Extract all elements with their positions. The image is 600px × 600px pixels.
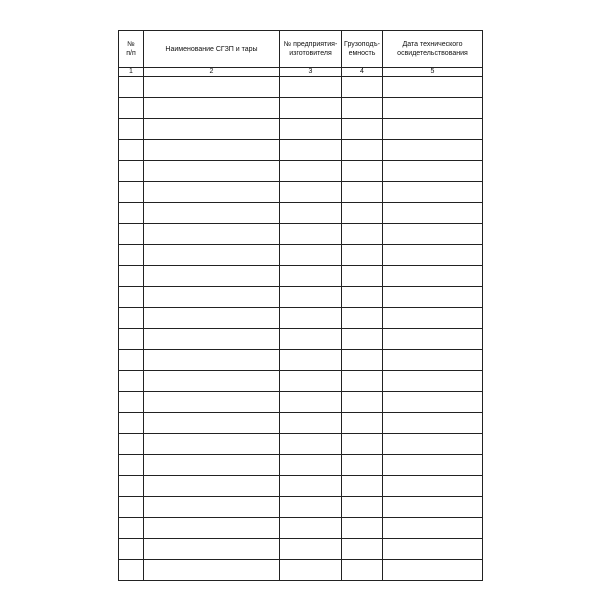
table-cell <box>342 224 383 245</box>
table-cell <box>383 476 483 497</box>
column-number: 5 <box>383 68 483 77</box>
table-cell <box>383 245 483 266</box>
table-cell <box>119 560 144 581</box>
table-cell <box>342 371 383 392</box>
table-cell <box>342 539 383 560</box>
column-number: 1 <box>119 68 144 77</box>
table-cell <box>280 119 342 140</box>
table-cell <box>144 161 280 182</box>
table-cell <box>342 119 383 140</box>
table-cell <box>342 140 383 161</box>
table-cell <box>342 245 383 266</box>
table-cell <box>119 77 144 98</box>
table-cell <box>280 98 342 119</box>
table-cell <box>383 455 483 476</box>
table-cell <box>280 308 342 329</box>
table-cell <box>280 350 342 371</box>
table-cell <box>119 182 144 203</box>
table-cell <box>144 560 280 581</box>
table-cell <box>119 371 144 392</box>
table-cell <box>342 329 383 350</box>
table-cell <box>144 98 280 119</box>
table-cell <box>280 455 342 476</box>
table-cell <box>119 539 144 560</box>
table-row <box>119 392 483 413</box>
table-cell <box>383 119 483 140</box>
table-cell <box>342 287 383 308</box>
table-cell <box>342 350 383 371</box>
table-cell <box>383 308 483 329</box>
table-cell <box>342 560 383 581</box>
table-cell <box>144 392 280 413</box>
table-cell <box>144 539 280 560</box>
table-cell <box>342 182 383 203</box>
table-cell <box>119 434 144 455</box>
table-cell <box>280 413 342 434</box>
table-cell <box>144 182 280 203</box>
table-cell <box>280 497 342 518</box>
table-cell <box>144 518 280 539</box>
table-cell <box>280 224 342 245</box>
table-row <box>119 497 483 518</box>
table-cell <box>144 224 280 245</box>
table-cell <box>383 539 483 560</box>
table-body <box>119 77 483 581</box>
table-cell <box>383 98 483 119</box>
table-cell <box>119 203 144 224</box>
table-cell <box>144 245 280 266</box>
table-row <box>119 119 483 140</box>
table-cell <box>144 287 280 308</box>
column-number: 2 <box>144 68 280 77</box>
table-cell <box>342 308 383 329</box>
table-cell <box>119 476 144 497</box>
table-cell <box>383 140 483 161</box>
table-cell <box>383 161 483 182</box>
table-cell <box>280 476 342 497</box>
table-row <box>119 224 483 245</box>
table-cell <box>342 497 383 518</box>
table-cell <box>383 203 483 224</box>
table-cell <box>383 560 483 581</box>
registry-table <box>118 30 483 581</box>
column-number: 3 <box>280 68 342 77</box>
table-cell <box>342 203 383 224</box>
table-cell <box>144 77 280 98</box>
table-cell <box>342 518 383 539</box>
table-cell <box>383 350 483 371</box>
table-cell <box>144 476 280 497</box>
table-cell <box>144 497 280 518</box>
table-cell <box>280 560 342 581</box>
table-row <box>119 329 483 350</box>
table-cell <box>144 266 280 287</box>
table-cell <box>280 392 342 413</box>
table-cell <box>383 518 483 539</box>
table-cell <box>119 392 144 413</box>
table-cell <box>119 245 144 266</box>
table-cell <box>383 371 483 392</box>
table-cell <box>342 434 383 455</box>
table-cell <box>280 287 342 308</box>
table-cell <box>119 518 144 539</box>
table-cell <box>119 350 144 371</box>
table-cell <box>119 161 144 182</box>
table-cell <box>119 329 144 350</box>
table-cell <box>144 308 280 329</box>
table-row <box>119 518 483 539</box>
table-cell <box>280 371 342 392</box>
column-number: 4 <box>342 68 383 77</box>
table-cell <box>144 371 280 392</box>
header-cell-name: Наименование СГЗП и тары <box>144 31 280 68</box>
table-cell <box>383 434 483 455</box>
table-row <box>119 245 483 266</box>
table-row <box>119 182 483 203</box>
table-cell <box>119 455 144 476</box>
table-cell <box>342 161 383 182</box>
table-row <box>119 308 483 329</box>
table-cell <box>280 266 342 287</box>
table-cell <box>119 413 144 434</box>
table-row <box>119 203 483 224</box>
table-cell <box>342 476 383 497</box>
header-cell-number: № п/п <box>119 31 144 68</box>
table-cell <box>280 77 342 98</box>
table-cell <box>342 413 383 434</box>
table-cell <box>280 245 342 266</box>
table-row <box>119 413 483 434</box>
table-row <box>119 371 483 392</box>
table-cell <box>119 224 144 245</box>
table-cell <box>144 119 280 140</box>
table-cell <box>144 203 280 224</box>
table-cell <box>342 455 383 476</box>
table-row <box>119 434 483 455</box>
table-cell <box>383 287 483 308</box>
table-cell <box>342 98 383 119</box>
table-cell <box>383 266 483 287</box>
table-cell <box>383 224 483 245</box>
table-cell <box>280 518 342 539</box>
table-cell <box>280 140 342 161</box>
table-row <box>119 287 483 308</box>
table-cell <box>119 497 144 518</box>
table-row <box>119 140 483 161</box>
table-cell <box>342 266 383 287</box>
table-cell <box>119 287 144 308</box>
table-row <box>119 350 483 371</box>
header-cell-capacity: Грузоподъ- емность <box>342 31 383 68</box>
table-cell <box>280 434 342 455</box>
table-cell <box>342 392 383 413</box>
table-cell <box>144 413 280 434</box>
table-cell <box>144 434 280 455</box>
table-cell <box>144 329 280 350</box>
table-cell <box>280 203 342 224</box>
header-cell-inspection-date: Дата технического освидетельствования <box>383 31 483 68</box>
table-cell <box>144 455 280 476</box>
table-cell <box>119 308 144 329</box>
header-row <box>119 31 483 68</box>
table-cell <box>280 329 342 350</box>
table-cell <box>383 77 483 98</box>
table-row <box>119 98 483 119</box>
table-cell <box>119 98 144 119</box>
table-row <box>119 455 483 476</box>
table-cell <box>383 497 483 518</box>
table-cell <box>383 392 483 413</box>
table-row <box>119 476 483 497</box>
table-row <box>119 539 483 560</box>
table-cell <box>280 539 342 560</box>
table-cell <box>119 140 144 161</box>
table-row <box>119 266 483 287</box>
table-cell <box>144 140 280 161</box>
table-cell <box>119 119 144 140</box>
column-number-row <box>119 68 483 77</box>
table-row <box>119 560 483 581</box>
table-cell <box>383 413 483 434</box>
header-cell-manufacturer-number: № предприятия- изготовителя <box>280 31 342 68</box>
table-cell <box>383 182 483 203</box>
table-cell <box>144 350 280 371</box>
table-cell <box>280 161 342 182</box>
table-cell <box>119 266 144 287</box>
table-cell <box>383 329 483 350</box>
table-row <box>119 77 483 98</box>
table-cell <box>342 77 383 98</box>
table-row <box>119 161 483 182</box>
table-cell <box>280 182 342 203</box>
